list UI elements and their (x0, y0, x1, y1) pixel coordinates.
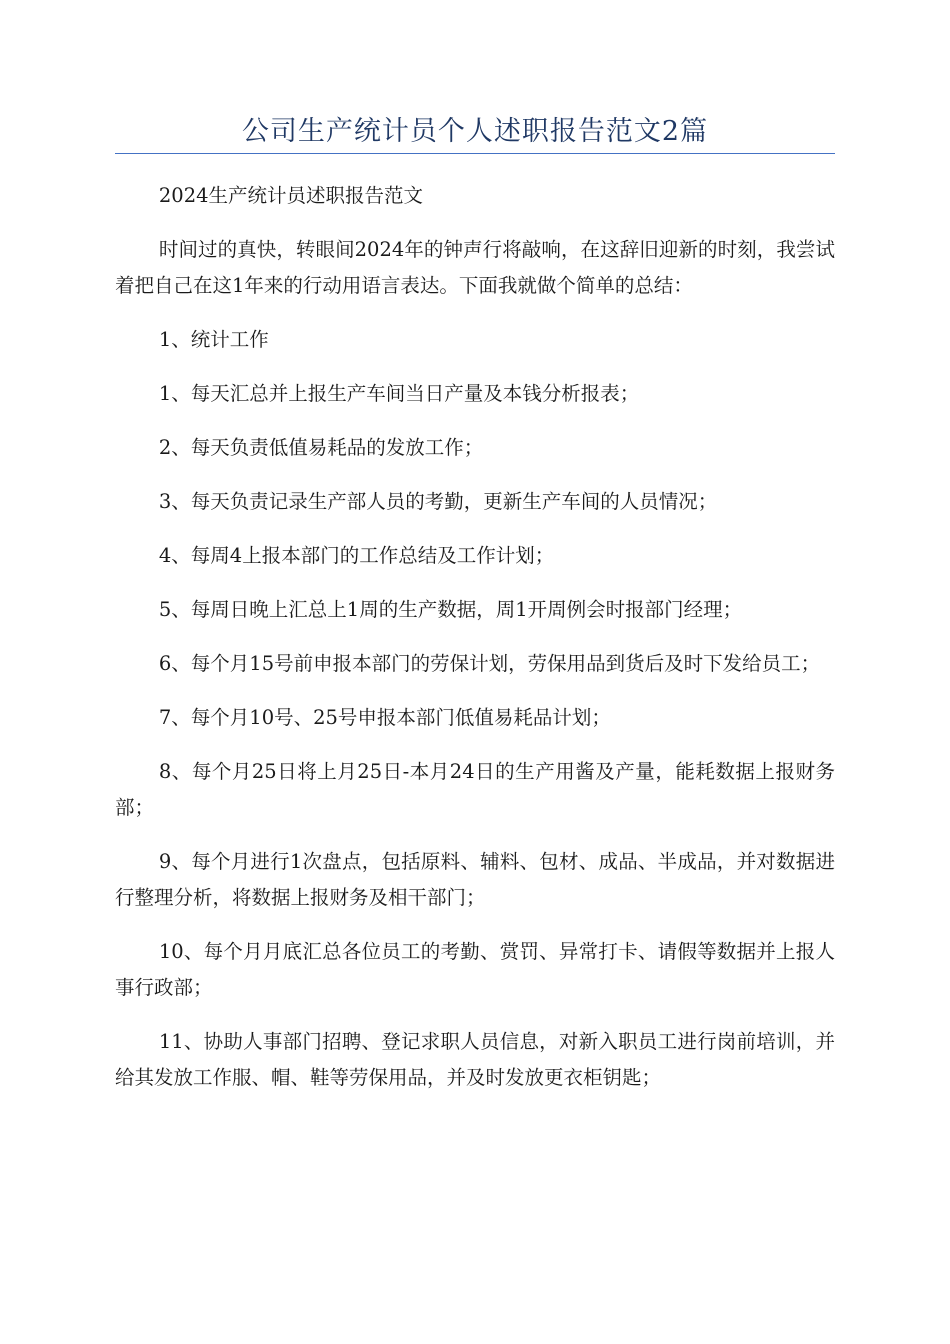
list-item: 5、每周日晚上汇总上1周的生产数据，周1开周例会时报部门经理； (158, 598, 743, 621)
list-item: 6、每个月15号前申报本部门的劳保计划，劳保用品到货后及时下发给员工； (158, 652, 821, 675)
title-underline (115, 153, 835, 154)
document-page (115, 0, 835, 1114)
list-item: 10、每个月月底汇总各位员工的考勤、赏罚、异常打卡、请假等数据并上报人事行政部； (115, 940, 835, 999)
list-item: 9、每个月进行1次盘点，包括原料、辅料、包材、成品、半成品，并对数据进行整理分析，将数据上报财务及相干部门； (115, 850, 835, 909)
list-item: 4、每周4上报本部门的工作总结及工作计划； (158, 544, 555, 567)
list-item: 1、每天汇总并上报生产车间当日产量及本钱分析报表； (158, 382, 640, 405)
list-item: 2、每天负责低值易耗品的发放工作； (158, 436, 484, 459)
list-item: 8、每个月25日将上月25日-本月24日的生产用酱及产量，能耗数据上报财务部； (115, 760, 835, 819)
subtitle-paragraph: 2024生产统计员述职报告范文 (158, 184, 424, 207)
section-heading: 1、统计工作 (158, 328, 269, 351)
intro-paragraph: 时间过的真快，转眼间2024年的钟声行将敲响，在这辞旧迎新的时刻，我尝试着把自己在这1年来的行动用语言表达。下面我就做个简单的总结： (115, 238, 835, 297)
list-item: 3、每天负责记录生产部人员的考勤，更新生产车间的人员情况； (158, 490, 718, 513)
list-item: 11、协助人事部门招聘、登记求职人员信息，对新入职员工进行岗前培训，并给其发放工作服、帽、鞋等劳保用品，并及时发放更衣柜钥匙； (115, 1030, 835, 1089)
list-item: 7、每个月10号、25号申报本部门低值易耗品计划； (158, 706, 611, 729)
document-body (115, 178, 835, 1096)
document-title: 公司生产统计员个人述职报告范文2篇 (241, 116, 709, 147)
